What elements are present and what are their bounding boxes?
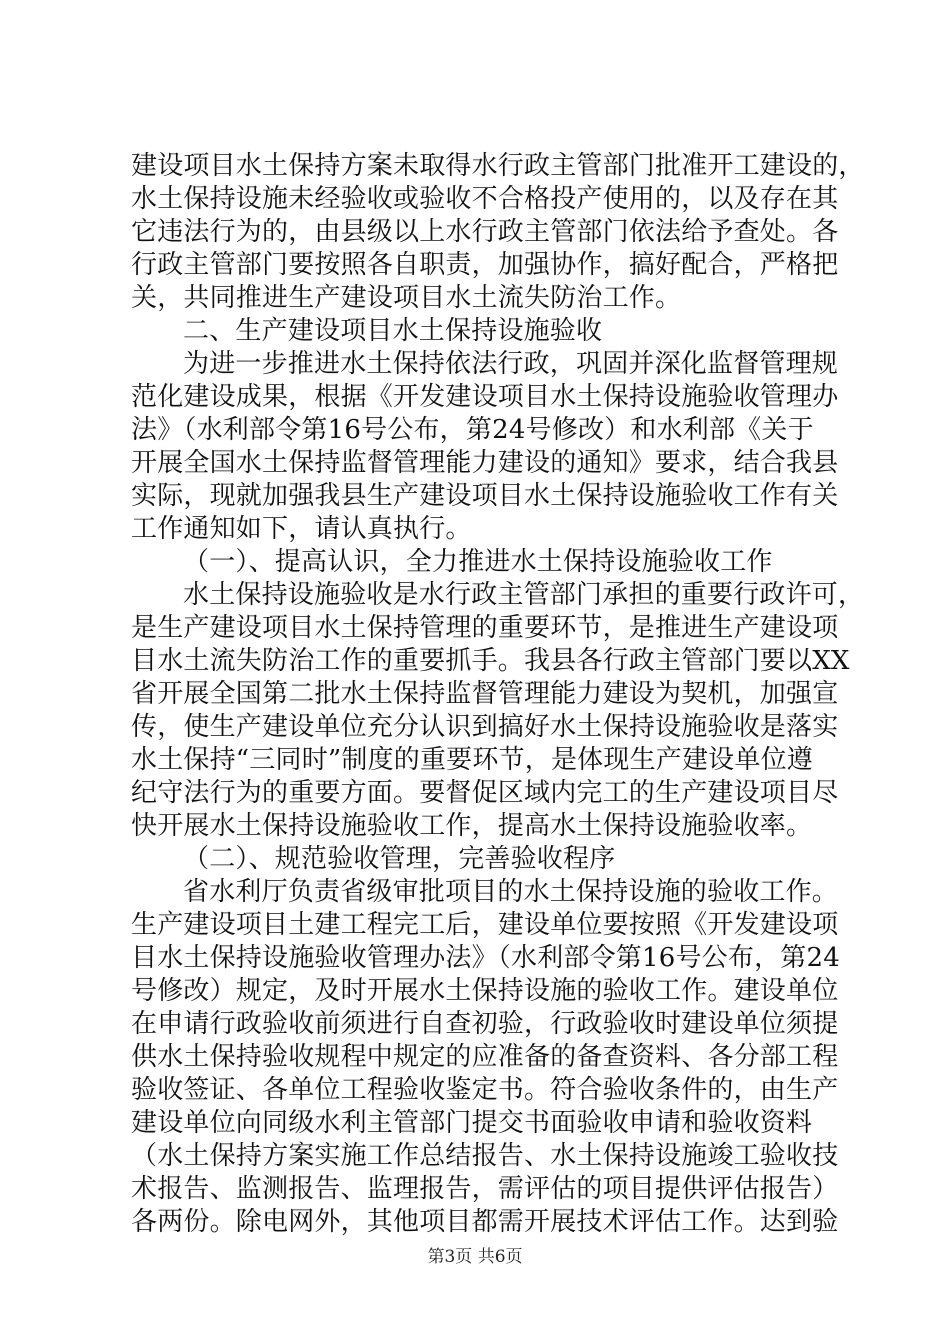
text-line: 水土保持“三同时”制度的重要环节，是体现生产建设单位遵 <box>131 745 813 775</box>
text-line: （二）、规范验收管理，完善验收程序 <box>183 844 616 874</box>
text-line: 生产建设项目土建工程完工后，建设单位要按照《开发建设项 <box>131 910 839 940</box>
page-footer: 第3页 共6页 <box>427 1247 523 1267</box>
text-line: 在申请行政验收前须进行自查初验，行政验收时建设单位须提 <box>131 1009 839 1039</box>
text-line: 法》（水利部令第16号公布，第24号修改）和水利部《关于 <box>131 415 814 445</box>
text-line: 建设单位向同级水利主管部门提交书面验收申请和验收资料 <box>131 1108 813 1138</box>
text-line: 术报告、监测报告、监理报告，需评估的项目提供评估报告） <box>131 1174 839 1204</box>
text-line: 省开展全国第二批水土保持监督管理能力建设为契机，加强宣 <box>131 679 839 709</box>
text-line: 实际，现就加强我县生产建设项目水土保持设施验收工作有关 <box>131 481 839 511</box>
text-line: 开展全国水土保持监督管理能力建设的通知》要求，结合我县 <box>131 448 839 478</box>
text-line: 行政主管部门要按照各自职责，加强协作，搞好配合，严格把 <box>131 250 839 280</box>
text-line: 它违法行为的，由县级以上水行政主管部门依法给予查处。各 <box>131 217 839 247</box>
text-line: 快开展水土保持设施验收工作，提高水土保持设施验收率。 <box>131 811 813 841</box>
text-line: 范化建设成果，根据《开发建设项目水土保持设施验收管理办 <box>131 382 839 412</box>
text-line: 传，使生产建设单位充分认识到搞好水土保持设施验收是落实 <box>131 712 839 742</box>
text-line: 各两份。除电网外，其他项目都需开展技术评估工作。达到验 <box>131 1207 839 1237</box>
text-line: 水土保持设施验收是水行政主管部门承担的重要行政许可， <box>183 580 865 610</box>
text-line: 目水土流失防治工作的重要抓手。我县各行政主管部门要以XX <box>131 646 850 676</box>
text-line: 建设项目水土保持方案未取得水行政主管部门批准开工建设的， <box>131 151 865 181</box>
text-line: 供水土保持验收规程中规定的应准备的备查资料、各分部工程 <box>131 1042 839 1072</box>
text-line: 为进一步推进水土保持依法行政，巩固并深化监督管理规 <box>183 349 839 379</box>
text-line: 关，共同推进生产建设项目水土流失防治工作。 <box>131 283 682 313</box>
text-line: 号修改）规定，及时开展水土保持设施的验收工作。建设单位 <box>131 976 839 1006</box>
text-line: 纪守法行为的重要方面。要督促区域内完工的生产建设项目尽 <box>131 778 839 808</box>
text-line: （一）、提高认识，全力推进水土保持设施验收工作 <box>183 547 773 577</box>
text-line: 二、生产建设项目水土保持设施验收 <box>183 316 603 346</box>
text-line: 目水土保持设施验收管理办法》（水利部令第16号公布，第24 <box>131 943 840 973</box>
text-line: 工作通知如下，请认真执行。 <box>131 514 472 544</box>
text-line: 省水利厅负责省级审批项目的水土保持设施的验收工作。 <box>183 877 839 907</box>
text-line: 是生产建设项目水土保持管理的重要环节，是推进生产建设项 <box>131 613 839 643</box>
text-line: （水土保持方案实施工作总结报告、水土保持设施竣工验收技 <box>131 1141 839 1171</box>
document-body <box>131 150 865 1239</box>
text-line: 验收签证、各单位工程验收鉴定书。符合验收条件的，由生产 <box>131 1075 839 1105</box>
text-line: 水土保持设施未经验收或验收不合格投产使用的，以及存在其 <box>131 184 839 214</box>
